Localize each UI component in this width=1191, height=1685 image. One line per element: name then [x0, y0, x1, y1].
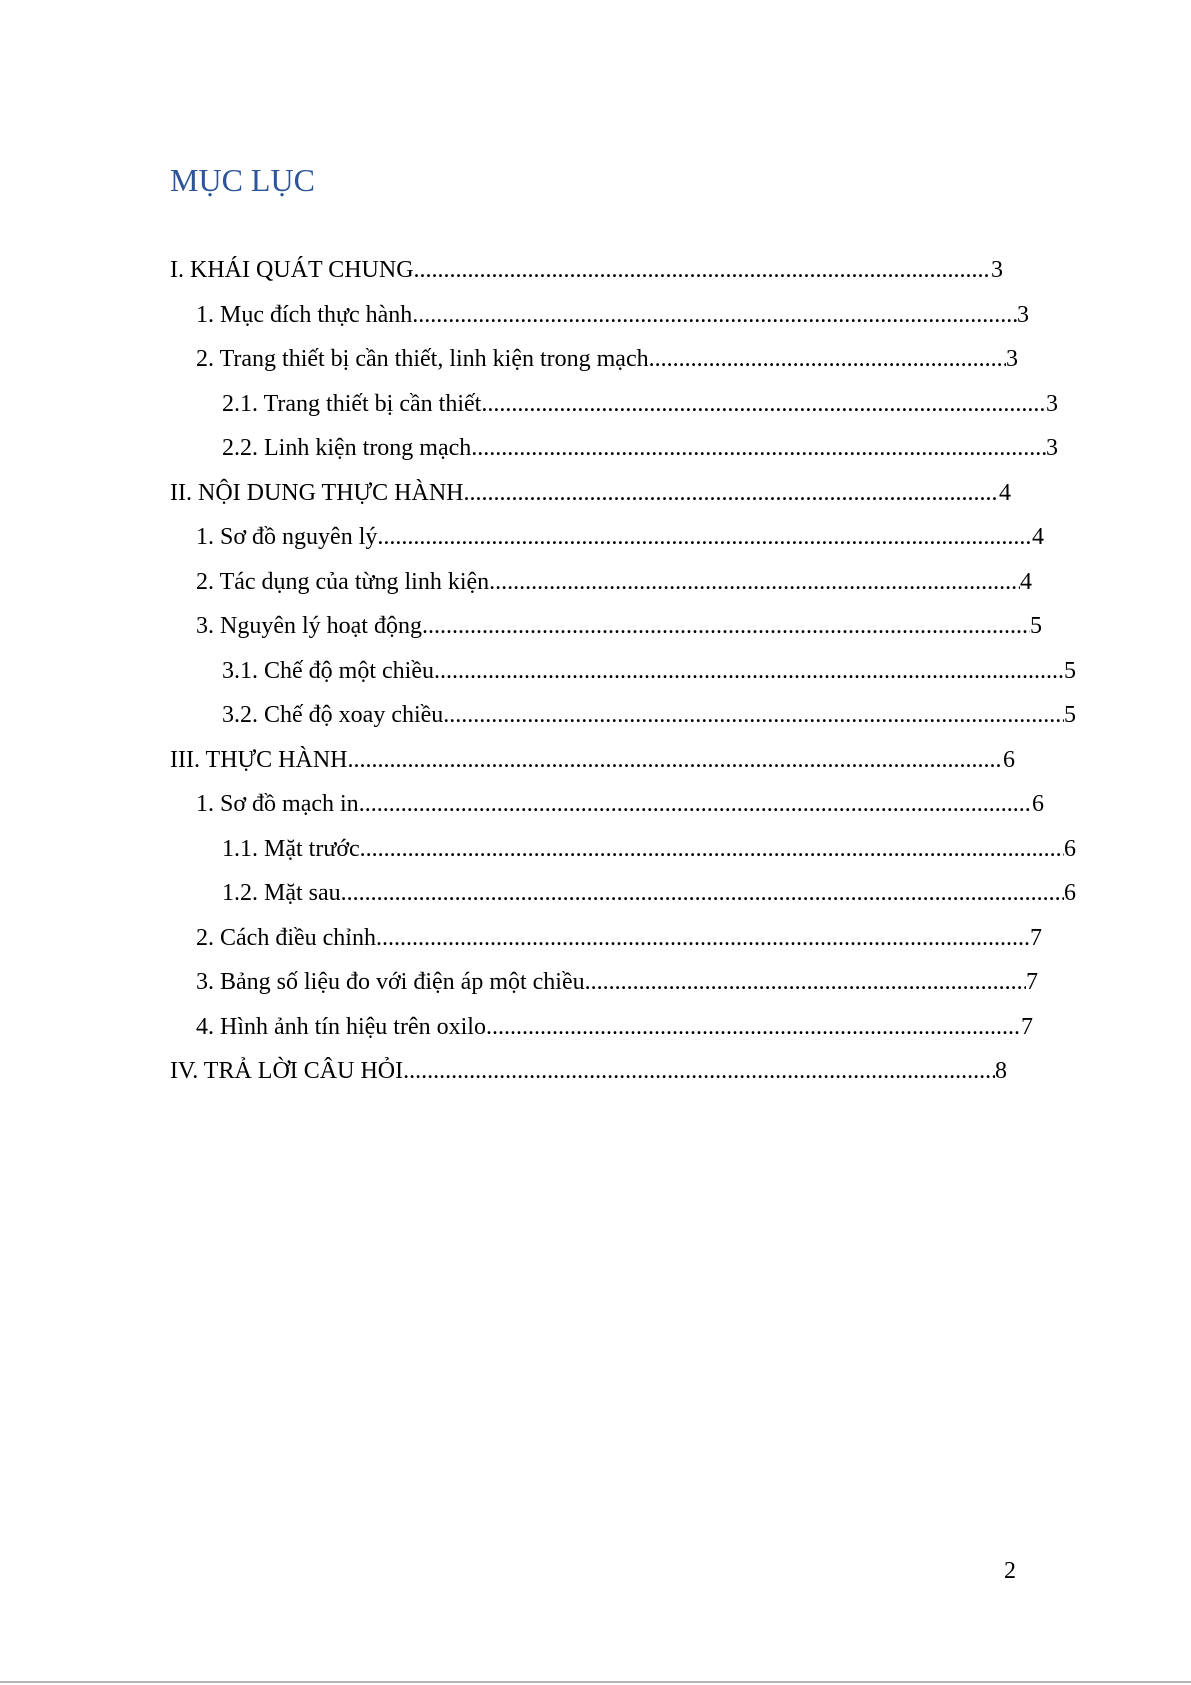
toc-dot-leader — [585, 967, 1026, 997]
toc-entry-page: 4 — [1020, 568, 1032, 595]
toc-entry[interactable] — [170, 789, 1044, 834]
toc-entry-page: 6 — [1064, 835, 1076, 862]
toc-entry[interactable] — [170, 878, 1076, 923]
toc-dot-leader — [486, 1012, 1021, 1042]
toc-entry[interactable] — [170, 1012, 1033, 1057]
toc-entry-page: 8 — [995, 1058, 1007, 1084]
toc-entry-page: 7 — [1026, 969, 1038, 995]
toc-entry[interactable] — [170, 745, 1015, 790]
toc-dot-leader — [359, 789, 1032, 819]
toc-dot-leader — [434, 656, 1064, 686]
toc-entry[interactable] — [170, 834, 1076, 879]
toc-entry-page: 6 — [1064, 880, 1076, 906]
toc-entry[interactable] — [170, 433, 1058, 478]
toc-dot-leader — [341, 878, 1064, 908]
toc-entry[interactable] — [170, 522, 1044, 567]
toc-entry-text: 3.2. Chế độ xoay chiều — [222, 702, 444, 728]
toc-dot-leader — [471, 433, 1046, 463]
toc-dot-leader — [412, 300, 1017, 330]
toc-dot-leader — [443, 700, 1064, 730]
toc-entry-page: 3 — [1017, 301, 1029, 328]
toc-entry-page: 6 — [1032, 791, 1044, 817]
toc-entry-page: 3 — [1046, 390, 1058, 417]
toc-entry-text: I. KHÁI QUÁT CHUNG — [170, 257, 414, 283]
toc-entry[interactable] — [170, 344, 1018, 389]
toc-entry[interactable] — [170, 611, 1042, 656]
toc-entry-page: 7 — [1021, 1013, 1033, 1040]
toc-dot-leader — [481, 389, 1046, 419]
toc-dot-leader — [463, 478, 999, 508]
toc-dot-leader — [376, 923, 1030, 953]
toc-entry-page: 3 — [1046, 435, 1058, 461]
page-number: 2 — [1004, 1558, 1016, 1584]
toc-entry[interactable] — [170, 567, 1032, 612]
toc-entry-text: 4. Hình ảnh tín hiệu trên oxilo — [196, 1013, 486, 1040]
toc-entry-page: 5 — [1064, 657, 1076, 684]
toc-dot-leader — [489, 567, 1020, 597]
toc-entry-page: 4 — [1032, 524, 1044, 550]
toc-entry-page: 7 — [1030, 924, 1042, 951]
table-of-contents — [170, 255, 1076, 1101]
toc-entry[interactable] — [170, 389, 1058, 434]
toc-entry-page: 5 — [1030, 613, 1042, 639]
toc-entry-text: 2.1. Trang thiết bị cần thiết — [222, 390, 482, 417]
toc-entry[interactable] — [170, 923, 1042, 968]
toc-entry[interactable] — [170, 300, 1029, 345]
toc-entry-text: 3. Nguyên lý hoạt động — [196, 613, 422, 639]
toc-dot-leader — [403, 1056, 995, 1086]
toc-entry-page: 4 — [999, 479, 1011, 506]
toc-entry-text: 2. Trang thiết bị cần thiết, linh kiện trong mạch — [196, 346, 649, 372]
toc-entry-page: 3 — [991, 257, 1003, 283]
toc-entry[interactable] — [170, 478, 1011, 523]
toc-dot-leader — [422, 611, 1030, 641]
toc-entry-text: 1. Sơ đồ mạch in — [196, 791, 359, 817]
toc-entry-text: 2. Cách điều chỉnh — [196, 924, 376, 951]
toc-entry[interactable] — [170, 967, 1038, 1012]
toc-entry-text: 2.2. Linh kiện trong mạch — [222, 435, 472, 461]
toc-dot-leader — [348, 745, 1004, 775]
toc-entry[interactable] — [170, 1056, 1007, 1101]
toc-entry-page: 6 — [1003, 746, 1015, 773]
toc-entry[interactable] — [170, 656, 1076, 701]
toc-entry-text: 3.1. Chế độ một chiều — [222, 657, 434, 684]
toc-entry[interactable] — [170, 700, 1076, 745]
toc-entry-text: 3. Bảng số liệu đo với điện áp một chiều — [196, 969, 585, 995]
toc-entry-text: 1.1. Mặt trước — [222, 835, 360, 862]
toc-dot-leader — [414, 255, 991, 285]
toc-entry-text: II. NỘI DUNG THỰC HÀNH — [170, 479, 464, 506]
toc-entry-text: III. THỰC HÀNH — [170, 746, 348, 773]
toc-entry-text: 2. Tác dụng của từng linh kiện — [196, 568, 490, 595]
page-bottom-rule — [0, 1681, 1191, 1683]
toc-entry-page: 3 — [1006, 346, 1018, 372]
toc-entry-text: IV. TRẢ LỜI CÂU HỎI — [170, 1058, 404, 1084]
toc-dot-leader — [649, 344, 1006, 374]
toc-entry-text: 1.2. Mặt sau — [222, 880, 341, 906]
toc-entry[interactable] — [170, 255, 1003, 300]
toc-dot-leader — [377, 522, 1032, 552]
toc-entry-page: 5 — [1064, 702, 1076, 728]
toc-entry-text: 1. Mục đích thực hành — [196, 301, 413, 328]
toc-entry-text: 1. Sơ đồ nguyên lý — [196, 524, 378, 550]
toc-title: MỤC LỤC — [170, 162, 315, 198]
toc-dot-leader — [360, 834, 1064, 864]
